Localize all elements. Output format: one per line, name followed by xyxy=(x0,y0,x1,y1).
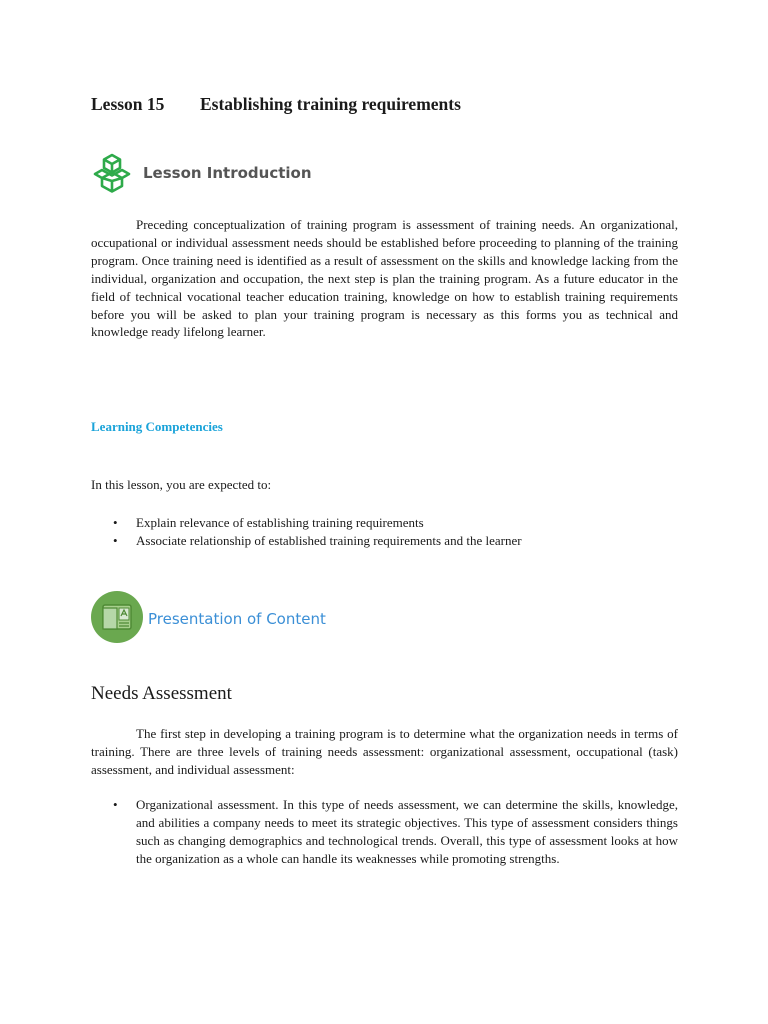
book-icon xyxy=(90,590,144,649)
lesson-number: Lesson 15 xyxy=(91,94,165,114)
assessment-levels-list xyxy=(91,796,678,868)
needs-assessment-heading: Needs Assessment xyxy=(91,683,232,704)
presentation-of-content-banner xyxy=(90,592,326,646)
lesson-title-text: Establishing training requirements xyxy=(200,94,461,114)
list-item: • Associate relationship of established training requirements and the learner xyxy=(91,532,678,550)
expectations-intro: In this lesson, you are expected to: xyxy=(91,477,272,492)
lesson-title xyxy=(91,94,461,115)
package-boxes-icon xyxy=(91,152,133,194)
list-item: • Explain relevance of establishing training requirements xyxy=(91,514,678,532)
lesson-introduction-banner xyxy=(91,150,312,196)
learning-competencies-heading: Learning Competencies xyxy=(91,419,223,434)
lesson-introduction-label: Lesson Introduction xyxy=(143,164,312,182)
intro-paragraph: Preceding conceptualization of training program is assessment of training needs. An organizational, occupational or individual assessment needs should be established before proceeding to planning of the training program. Once training need is identified as a result of assessment on the skills and knowledge lacking from the individual, organization and occupation, the next step is plan the training program. As a future educator in the field of technical vocational teacher education training, knowledge on how to establish training requirements before you will be asked to plan your training program is necessary as this forms you as technical and knowledge ready lifelong learner. xyxy=(91,217,678,340)
competencies-list xyxy=(91,514,678,550)
needs-assessment-paragraph: The first step in developing a training program is to determine what the organization needs in terms of training. There are three levels of training needs assessment: organizational assessment, occupational (task) assessment, and individual assessment: xyxy=(91,726,678,777)
presentation-of-content-label: Presentation of Content xyxy=(148,610,326,628)
list-item: • Organizational assessment. In this type of needs assessment, we can determine the skills, knowledge, and abilities a company needs to meet its strategic objectives. This type of assessment considers things such as changing demographics and technological trends. Overall, this type of assessment looks at how the organization as a whole can handle its weaknesses while promoting strengths. xyxy=(91,796,678,868)
